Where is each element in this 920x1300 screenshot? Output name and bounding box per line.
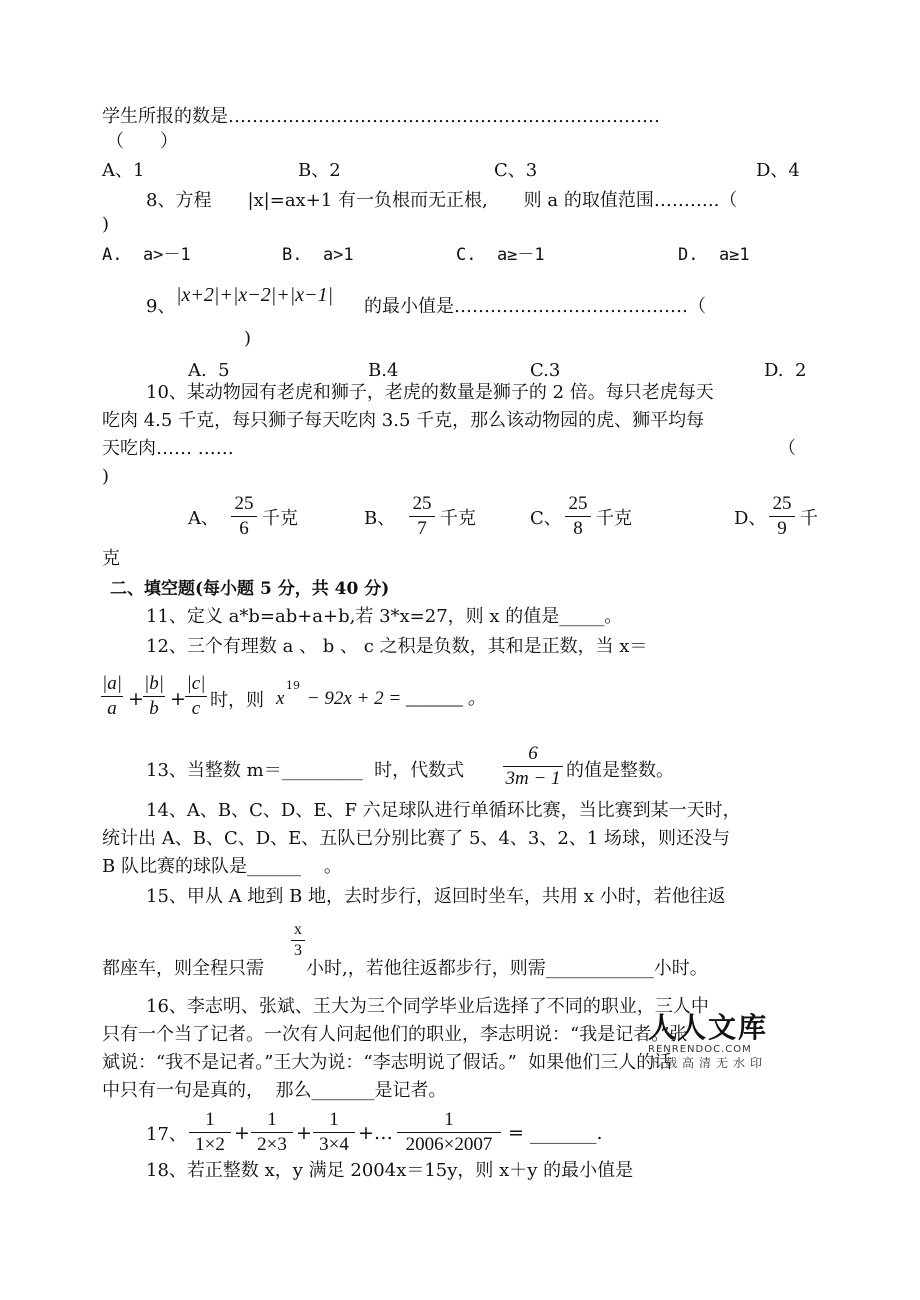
q12-line1: 12、三个有理数 a 、 b 、 c 之积是负数，其和是正数，当 x＝ bbox=[146, 636, 648, 657]
q12-exponent: 19 bbox=[286, 679, 300, 692]
q10-option-b-fraction bbox=[408, 492, 436, 541]
q13-suffix: 的值是整数。 bbox=[566, 760, 674, 781]
q15-line2b: 小时,，若他往返都步行，则需____________小时。 bbox=[306, 958, 708, 979]
fraction-numerator: |b| bbox=[144, 673, 164, 694]
q10-option-b-unit: 千克 bbox=[440, 508, 476, 529]
q16-line2: 只有一个当了记者。一次有人问起他们的职业，李志明说：“我是记者。”张 bbox=[102, 1024, 688, 1045]
q10-option-a-label: A、 bbox=[188, 508, 219, 529]
q17-op-2: + bbox=[296, 1122, 312, 1144]
q12-mid: 时，则 bbox=[210, 690, 264, 711]
q10-option-b-label: B、 bbox=[364, 508, 396, 529]
q8-option-b: B. a>1 bbox=[282, 245, 354, 265]
q10-option-d-fraction bbox=[768, 492, 796, 541]
q7-option-d: D、4 bbox=[756, 160, 800, 181]
fraction-denominator: 9 bbox=[777, 518, 787, 539]
q14-line2: 统计出 A、B、C、D、E、五队已分别比赛了 5、4、3、2、1 场球，则还没与 bbox=[102, 828, 730, 849]
q12-fraction-a bbox=[100, 672, 124, 721]
fraction-numerator: 1 bbox=[205, 1109, 215, 1130]
fraction-denominator: a bbox=[107, 698, 117, 719]
q9-option-a: A. 5 bbox=[188, 360, 230, 381]
q8-close: ) bbox=[102, 214, 110, 235]
fraction-numerator: 1 bbox=[267, 1109, 277, 1130]
q10-line2: 吃肉 4.5 千克，每只狮子每天吃肉 3.5 千克，那么该动物园的虎、狮平均每 bbox=[102, 410, 705, 431]
q10-option-c-label: C、 bbox=[530, 508, 562, 529]
q12-expression: − 92x + 2 = ______ 。 bbox=[302, 688, 487, 709]
fraction-denominator: 1×2 bbox=[195, 1134, 225, 1155]
q17-equals: = _______. bbox=[508, 1122, 603, 1144]
q16-line4: 中只有一句是真的， 那么_______是记者。 bbox=[102, 1080, 447, 1101]
q15-line2a: 都座车，则全程只需 bbox=[102, 958, 264, 979]
q9-option-c: C.3 bbox=[530, 360, 561, 381]
q12-var: x bbox=[276, 688, 285, 709]
fraction-numerator: 25 bbox=[234, 493, 254, 514]
q9-option-b: B.4 bbox=[368, 360, 399, 381]
fraction-numerator: 25 bbox=[772, 493, 792, 514]
fraction-denominator: 7 bbox=[417, 518, 427, 539]
q9-prefix: 9、 bbox=[146, 296, 176, 317]
q17-fraction-1 bbox=[188, 1108, 232, 1157]
q17-prefix: 17、 bbox=[146, 1124, 187, 1145]
q8-text: 8、方程 |x|=ax+1 有一负根而无正根, 则 a 的取值范围………..（ bbox=[146, 190, 738, 211]
watermark bbox=[648, 1012, 808, 1070]
q18-text: 18、若正整数 x，y 满足 2004x＝15y，则 x＋y 的最小值是 bbox=[146, 1160, 634, 1181]
fraction-numerator: 1 bbox=[329, 1109, 339, 1130]
fraction-numerator: |c| bbox=[186, 673, 206, 694]
watermark-slogan: 下载高清无水印 bbox=[648, 1056, 768, 1070]
fraction-denominator: 2006×2007 bbox=[405, 1134, 493, 1155]
q15-line1: 15、甲从 A 地到 B 地，去时步行，返回时坐车，共用 x 小时，若他往返 bbox=[146, 886, 726, 907]
q17-fraction-2 bbox=[250, 1108, 294, 1157]
q10-paren-open: （ bbox=[778, 438, 796, 459]
fraction-numerator: 6 bbox=[528, 743, 538, 764]
watermark-url: RENRENDOC.COM bbox=[648, 1044, 752, 1055]
q17-op-3: +… bbox=[358, 1122, 393, 1144]
q17-fraction-4 bbox=[396, 1108, 502, 1157]
fraction-denominator: 3 bbox=[294, 942, 302, 959]
q12-fraction-b bbox=[142, 672, 166, 721]
q16-line1: 16、李志明、张斌、王大为三个同学毕业后选择了不同的职业，三人中 bbox=[146, 996, 709, 1017]
plus-sign: + bbox=[170, 688, 186, 710]
q17-fraction-3 bbox=[312, 1108, 356, 1157]
q10-option-c-unit: 千克 bbox=[596, 508, 632, 529]
q7-option-c: C、3 bbox=[494, 160, 538, 181]
q16-line3: 斌说：“我不是记者。”王大为说：“李志明说了假话。” 如果他们三人的话 bbox=[102, 1052, 673, 1073]
fraction-denominator: 3m − 1 bbox=[505, 768, 561, 789]
fraction-denominator: 6 bbox=[239, 518, 249, 539]
q9-close: ) bbox=[244, 328, 252, 349]
q13-fraction bbox=[502, 742, 564, 791]
watermark-title: 人人文库 bbox=[648, 1011, 769, 1044]
q9-option-d: D. 2 bbox=[764, 360, 807, 381]
fraction-denominator: 8 bbox=[573, 518, 583, 539]
fraction-numerator: x bbox=[294, 921, 302, 938]
q15-fraction bbox=[290, 920, 306, 961]
q8-option-d: D. a≥1 bbox=[678, 245, 750, 265]
q8-option-c: C. a≥－1 bbox=[456, 245, 545, 265]
q10-option-d-label: D、 bbox=[734, 508, 767, 529]
q10-option-c-fraction bbox=[564, 492, 592, 541]
plus-sign: + bbox=[128, 688, 144, 710]
section-heading: 二、填空题(每小题 5 分，共 40 分) bbox=[110, 579, 390, 599]
q17-op-1: + bbox=[234, 1122, 250, 1144]
q12-fraction-c bbox=[184, 672, 208, 721]
fraction-denominator: 3×4 bbox=[319, 1134, 349, 1155]
q10-option-a-fraction bbox=[230, 492, 258, 541]
q10-option-a-unit: 千克 bbox=[262, 508, 298, 529]
q10-option-d-unit: 千 bbox=[800, 508, 818, 529]
q7-option-b: B、2 bbox=[298, 160, 341, 181]
q10-line3: 天吃肉…… …… bbox=[102, 438, 234, 459]
fraction-numerator: |a| bbox=[102, 673, 122, 694]
q9-suffix: 的最小值是…………………………………（ bbox=[364, 296, 706, 317]
q10-line1: 10、某动物园有老虎和狮子，老虎的数量是狮子的 2 倍。每只老虎每天 bbox=[146, 382, 714, 403]
q14-line3: B 队比赛的球队是______ 。 bbox=[102, 856, 342, 877]
q11-text: 11、定义 a*b=ab+a+b,若 3*x=27，则 x 的值是_____。 bbox=[146, 606, 623, 627]
fraction-denominator: c bbox=[191, 698, 201, 719]
q7-paren: （ ） bbox=[106, 131, 178, 152]
q8-option-a: A. a>－1 bbox=[102, 245, 191, 265]
fraction-numerator: 25 bbox=[412, 493, 432, 514]
q7-line: 学生所报的数是……………………………………………………………… bbox=[102, 106, 660, 127]
q13-prefix: 13、当整数 m＝_________ 时，代数式 bbox=[146, 760, 465, 781]
fraction-denominator: b bbox=[149, 698, 159, 719]
fraction-numerator: 1 bbox=[444, 1109, 454, 1130]
fraction-numerator: 25 bbox=[568, 493, 588, 514]
q10-wrap: 克 bbox=[102, 548, 120, 569]
fraction-denominator: 2×3 bbox=[257, 1134, 287, 1155]
q9-expression: |x+2|+|x−2|+|x−1| bbox=[176, 284, 334, 306]
q7-option-a: A、1 bbox=[102, 160, 145, 181]
q14-line1: 14、A、B、C、D、E、F 六足球队进行单循环比赛，当比赛到某一天时， bbox=[146, 800, 741, 821]
q10-paren-close: ) bbox=[102, 466, 110, 487]
